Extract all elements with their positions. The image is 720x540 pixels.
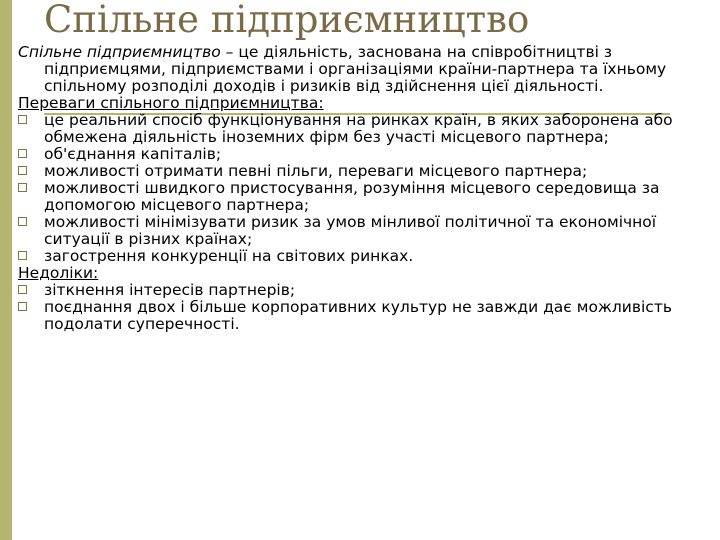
hollow-square-bullet-icon [18,149,27,158]
list-item [18,146,718,163]
hollow-square-bullet-icon [18,115,27,124]
list-item [18,282,718,299]
list-item [18,163,718,180]
hollow-square-bullet-icon [18,285,27,294]
definition-text: – це діяльність, заснована на співробітництві з підприємцями, підприємствами і організаціями країни-партнера та їхньому спільному розподілі доходів і ризиків від здійснення цієї діяльності. [44,43,667,95]
list-item-text: це реальний спосіб функціонування на ринках країн, в яких заборонена або обмежена діяльність іноземних фірм без участі місцевого партнера; [44,111,673,146]
definition-paragraph [18,44,718,95]
list-item [18,299,718,333]
list-item [18,112,718,146]
list-item-text: можливості отримати певні пільги, переваги місцевого партнера; [44,162,588,180]
hollow-square-bullet-icon [18,166,27,175]
disadvantages-heading: Недоліки: [18,264,99,282]
hollow-square-bullet-icon [18,302,27,311]
list-item-text: можливості швидкого пристосування, розуміння місцевого середовища за допомогою місцевого партнера; [44,179,660,214]
list-item-text: об'єднання капіталів; [44,145,222,163]
advantages-heading: Переваги спільного підприємництва: [18,94,324,112]
left-accent-bar [0,0,12,540]
hollow-square-bullet-icon [18,217,27,226]
list-item-text: зіткнення інтересів партнерів; [44,281,296,299]
slide-content [18,44,718,333]
list-item [18,180,718,214]
list-item [18,214,718,248]
disadvantages-list [18,282,718,333]
slide-title: Спільне підприємництво [44,0,530,41]
list-item-text: загострення конкуренції на світових ринках. [44,247,414,265]
advantages-list [18,112,718,265]
list-item-text: поєднання двох і більше корпоративних культур не завжди дає можливість подолати суперечності. [44,298,672,333]
definition-term: Спільне підприємництво [18,43,221,61]
hollow-square-bullet-icon [18,251,27,260]
hollow-square-bullet-icon [18,183,27,192]
list-item-text: можливості мінімізувати ризик за умов мінливої політичної та економічної ситуації в різних країнах; [44,213,657,248]
list-item [18,248,718,265]
